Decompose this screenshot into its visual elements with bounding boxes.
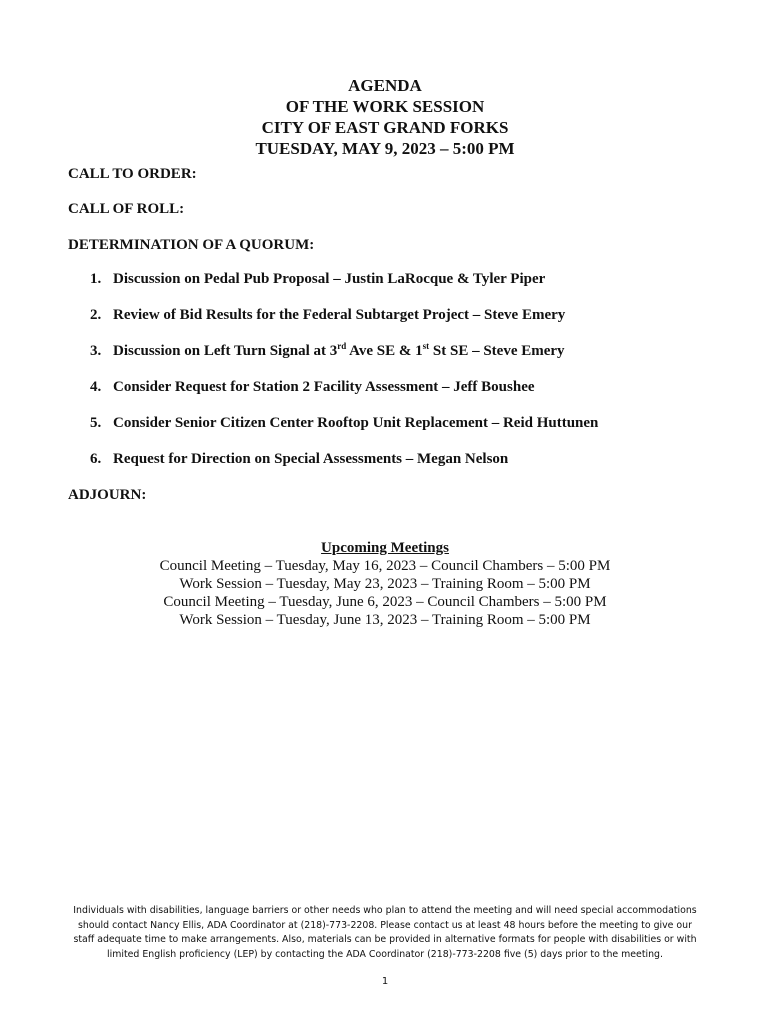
upcoming-meetings-heading: Upcoming Meetings: [321, 540, 449, 556]
call-to-order-heading: CALL TO ORDER:: [68, 166, 197, 182]
ordinal-suffix: rd: [337, 341, 347, 351]
agenda-item-number: 2.: [90, 307, 102, 323]
upcoming-meeting-entry: Council Meeting – Tuesday, May 16, 2023 – Council Chambers – 5:00 PM: [159, 558, 611, 574]
agenda-meeting-datetime: TUESDAY, MAY 9, 2023 – 5:00 PM: [255, 139, 515, 158]
agenda-item-text: Request for Direction on Special Assessments – Megan Nelson: [113, 451, 509, 467]
ada-accommodation-notice: Individuals with disabilities, language barriers or other needs who plan to attend the meeting and will need special accommodations should contact Nancy Ellis, ADA Coordinator at (218)-773-2208. Please contact us at least 48 hours before the meeting to give our staff adequate time to make arrangements. Also, materials can be provided in alternative formats for people with disabilities or with limited English proficiency (LEP) by contacting the ADA Coordinator (218)-773-2208 five (5) days prior to the meeting.: [73, 905, 697, 960]
agenda-item-text-part: Ave SE & 1: [346, 343, 423, 359]
agenda-item-text: [113, 342, 565, 360]
agenda-item-text-part: Discussion on Left Turn Signal at 3: [113, 343, 338, 359]
agenda-subtitle-city: CITY OF EAST GRAND FORKS: [261, 118, 509, 137]
page-number: 1: [381, 976, 389, 987]
ordinal-suffix: st: [422, 341, 430, 351]
agenda-title: AGENDA: [348, 76, 422, 95]
agenda-item-text: Consider Senior Citizen Center Rooftop Unit Replacement – Reid Huttunen: [113, 415, 599, 431]
adjourn-heading: ADJOURN:: [68, 487, 147, 503]
upcoming-meeting-entry: Work Session – Tuesday, May 23, 2023 – Training Room – 5:00 PM: [179, 576, 591, 592]
agenda-item-number: 5.: [90, 415, 102, 431]
quorum-heading: DETERMINATION OF A QUORUM:: [68, 237, 315, 253]
agenda-item-text: Consider Request for Station 2 Facility Assessment – Jeff Boushee: [113, 379, 535, 395]
agenda-subtitle-session: OF THE WORK SESSION: [285, 97, 485, 116]
agenda-item-text: Review of Bid Results for the Federal Subtarget Project – Steve Emery: [113, 307, 566, 323]
agenda-item-number: 1.: [90, 271, 102, 287]
agenda-title-block: [0, 75, 770, 159]
upcoming-meeting-entry: Work Session – Tuesday, June 13, 2023 – Training Room – 5:00 PM: [179, 612, 591, 628]
upcoming-meeting-entry: Council Meeting – Tuesday, June 6, 2023 – Council Chambers – 5:00 PM: [163, 594, 607, 610]
agenda-item-text: Discussion on Pedal Pub Proposal – Justin LaRocque & Tyler Piper: [113, 271, 546, 287]
upcoming-meetings-section: [0, 539, 770, 629]
agenda-item-number: 4.: [90, 379, 102, 395]
agenda-item-text-part: St SE – Steve Emery: [429, 343, 565, 359]
call-of-roll-heading: CALL OF ROLL:: [68, 201, 185, 217]
agenda-item-number: 3.: [90, 343, 102, 359]
agenda-item-number: 6.: [90, 451, 102, 467]
